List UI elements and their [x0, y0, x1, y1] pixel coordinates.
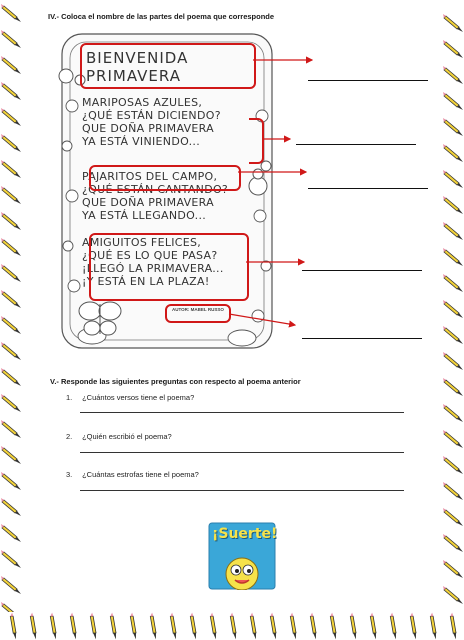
- good-luck-badge: [208, 522, 276, 590]
- verse: YA ESTÁ LLEGANDO...: [82, 209, 207, 222]
- question-number: 3.: [66, 470, 73, 479]
- question-text: ¿Cuántas estrofas tiene el poema?: [82, 470, 199, 479]
- question-1-answer-line[interactable]: [80, 412, 404, 413]
- verse: ¡Y ESTÁ EN LA PLAZA!: [82, 275, 210, 288]
- verse: MARIPOSAS AZULES,: [82, 96, 203, 109]
- section-5-title: V.- Responde las siguientes preguntas con respecto al poema anterior: [50, 377, 301, 386]
- question-3: [66, 470, 199, 479]
- verse: ¿QUÉ ESTÁN CANTANDO?: [82, 183, 229, 196]
- verse: ¿QUÉ ES LO QUE PASA?: [82, 249, 218, 262]
- question-number: 1.: [66, 393, 73, 402]
- poem-title: BIENVENIDA PRIMAVERA: [86, 49, 189, 85]
- question-text: ¿Cuántos versos tiene el poema?: [82, 393, 195, 402]
- verse: ¡LLEGÓ LA PRIMAVERA...: [82, 262, 224, 275]
- answer-line-4[interactable]: [302, 270, 422, 271]
- answer-line-1[interactable]: [308, 80, 428, 81]
- verse: PAJARITOS DEL CAMPO,: [82, 170, 218, 183]
- verse: ¿QUÉ ESTÁN DICIENDO?: [82, 109, 221, 122]
- answer-line-5[interactable]: [302, 338, 422, 339]
- verse: QUE DOÑA PRIMAVERA: [82, 196, 214, 209]
- verse: YA ESTÁ VINIENDO...: [82, 135, 200, 148]
- section-4-title: IV.- Coloca el nombre de las partes del poema que corresponde: [48, 12, 275, 21]
- answer-line-3[interactable]: [308, 188, 428, 189]
- question-text: ¿Quién escribió el poema?: [82, 432, 172, 441]
- good-luck-text: ¡Suerte!: [212, 526, 278, 542]
- question-2-answer-line[interactable]: [80, 452, 404, 453]
- answer-line-2[interactable]: [296, 144, 416, 145]
- question-number: 2.: [66, 432, 73, 441]
- poem-author: AUTOR: MABEL RUSSO: [172, 307, 224, 312]
- chick-face-icon: [226, 558, 258, 590]
- question-1: [66, 393, 194, 402]
- arrow-author: [229, 314, 295, 325]
- question-2: [66, 432, 172, 441]
- question-3-answer-line[interactable]: [80, 490, 404, 491]
- verse: AMIGUITOS FELICES,: [82, 236, 202, 249]
- verse: QUE DOÑA PRIMAVERA: [82, 122, 214, 135]
